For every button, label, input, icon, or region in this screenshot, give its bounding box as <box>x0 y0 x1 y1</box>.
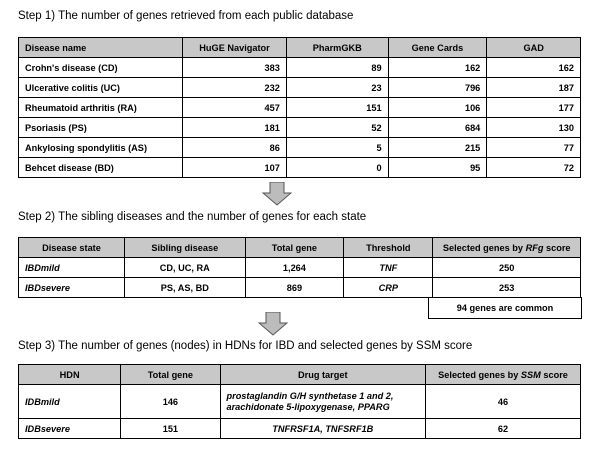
header-gad: GAD <box>487 38 581 58</box>
pharmgkb-count: 89 <box>286 58 388 78</box>
total-gene: 146 <box>121 385 220 419</box>
gad-count: 130 <box>487 118 581 138</box>
gad-count: 72 <box>487 158 581 178</box>
selected-genes: 46 <box>426 385 581 419</box>
disease-state: IBDmild <box>19 258 125 278</box>
table-row <box>19 278 581 298</box>
drug-target <box>220 385 426 419</box>
header-selected-prefix: Selected genes by <box>442 242 526 253</box>
header-total-gene: Total gene <box>121 365 220 385</box>
hdn-name: IDBmild <box>19 385 121 419</box>
genecards-count: 684 <box>388 118 487 138</box>
selected-genes: 250 <box>433 258 581 278</box>
disease-name: Ankylosing spondylitis (AS) <box>19 138 183 158</box>
step3-table <box>18 364 581 439</box>
header-rfg: RFg <box>525 242 544 253</box>
total-gene: 869 <box>245 278 344 298</box>
drug-target: TNFRSF1A, TNFSRF1B <box>220 419 426 439</box>
step3-title: Step 3) The number of genes (nodes) in HDNs for IBD and selected genes by SSM score <box>18 340 473 352</box>
pharmgkb-count: 52 <box>286 118 388 138</box>
header-score-suffix: score <box>540 369 568 380</box>
table-row <box>19 138 581 158</box>
selected-genes: 253 <box>433 278 581 298</box>
table-row <box>19 78 581 98</box>
disease-name: Rheumatoid arthritis (RA) <box>19 98 183 118</box>
genecards-count: 162 <box>388 58 487 78</box>
header-selected-prefix: Selected genes by <box>438 369 521 380</box>
step2-header-row <box>19 238 581 258</box>
disease-name: Psoriasis (PS) <box>19 118 183 138</box>
huge-count: 107 <box>183 158 287 178</box>
header-score-suffix: score <box>543 242 571 253</box>
down-arrow-icon <box>262 182 292 206</box>
step3-header-row <box>19 365 581 385</box>
huge-count: 383 <box>183 58 287 78</box>
pharmgkb-count: 5 <box>286 138 388 158</box>
step1-table <box>18 37 581 178</box>
header-huge-navigator: HuGE Navigator <box>183 38 287 58</box>
selected-genes: 62 <box>426 419 581 439</box>
sibling-disease: PS, AS, BD <box>124 278 245 298</box>
header-selected-genes-ssm <box>426 365 581 385</box>
header-disease-name: Disease name <box>19 38 183 58</box>
pharmgkb-count: 0 <box>286 158 388 178</box>
common-genes-note: 94 genes are common <box>428 297 582 319</box>
genecards-count: 215 <box>388 138 487 158</box>
table-row <box>19 419 581 439</box>
header-hdn: HDN <box>19 365 121 385</box>
header-threshold: Threshold <box>344 238 433 258</box>
step2-title: Step 2) The sibling diseases and the number of genes for each state <box>18 211 367 223</box>
threshold: CRP <box>344 278 433 298</box>
hdn-name: IDBsevere <box>19 419 121 439</box>
pharmgkb-count: 151 <box>286 98 388 118</box>
pharmgkb-count: 23 <box>286 78 388 98</box>
header-selected-genes-rfg <box>433 238 581 258</box>
gad-count: 187 <box>487 78 581 98</box>
header-pharmgkb: PharmGKB <box>286 38 388 58</box>
header-disease-state: Disease state <box>19 238 125 258</box>
step2-table <box>18 237 581 298</box>
gad-count: 162 <box>487 58 581 78</box>
genecards-count: 796 <box>388 78 487 98</box>
gad-count: 77 <box>487 138 581 158</box>
header-ssm: SSM <box>520 369 541 380</box>
threshold: TNF <box>344 258 433 278</box>
drug-target-line: arachidonate 5-lipoxygenase, PPARG <box>226 401 390 412</box>
step1-header-row <box>19 38 581 58</box>
table-row <box>19 58 581 78</box>
genecards-count: 95 <box>388 158 487 178</box>
disease-name: Crohn's disease (CD) <box>19 58 183 78</box>
disease-name: Ulcerative colitis (UC) <box>19 78 183 98</box>
disease-name: Behcet disease (BD) <box>19 158 183 178</box>
table-row <box>19 385 581 419</box>
genecards-count: 106 <box>388 98 487 118</box>
gad-count: 177 <box>487 98 581 118</box>
sibling-disease: CD, UC, RA <box>124 258 245 278</box>
table-row <box>19 158 581 178</box>
header-drug-target: Drug target <box>220 365 426 385</box>
step1-title: Step 1) The number of genes retrieved from each public database <box>18 10 354 22</box>
table-row <box>19 258 581 278</box>
huge-count: 181 <box>183 118 287 138</box>
drug-target-line: prostaglandin G/H synthetase 1 and 2, <box>226 390 394 401</box>
table-row <box>19 118 581 138</box>
huge-count: 232 <box>183 78 287 98</box>
total-gene: 1,264 <box>245 258 344 278</box>
header-total-gene: Total gene <box>245 238 344 258</box>
huge-count: 457 <box>183 98 287 118</box>
header-gene-cards: Gene Cards <box>388 38 487 58</box>
disease-state: IBDsevere <box>19 278 125 298</box>
table-row <box>19 98 581 118</box>
header-sibling-disease: Sibling disease <box>124 238 245 258</box>
down-arrow-icon <box>258 312 288 336</box>
huge-count: 86 <box>183 138 287 158</box>
total-gene: 151 <box>121 419 220 439</box>
